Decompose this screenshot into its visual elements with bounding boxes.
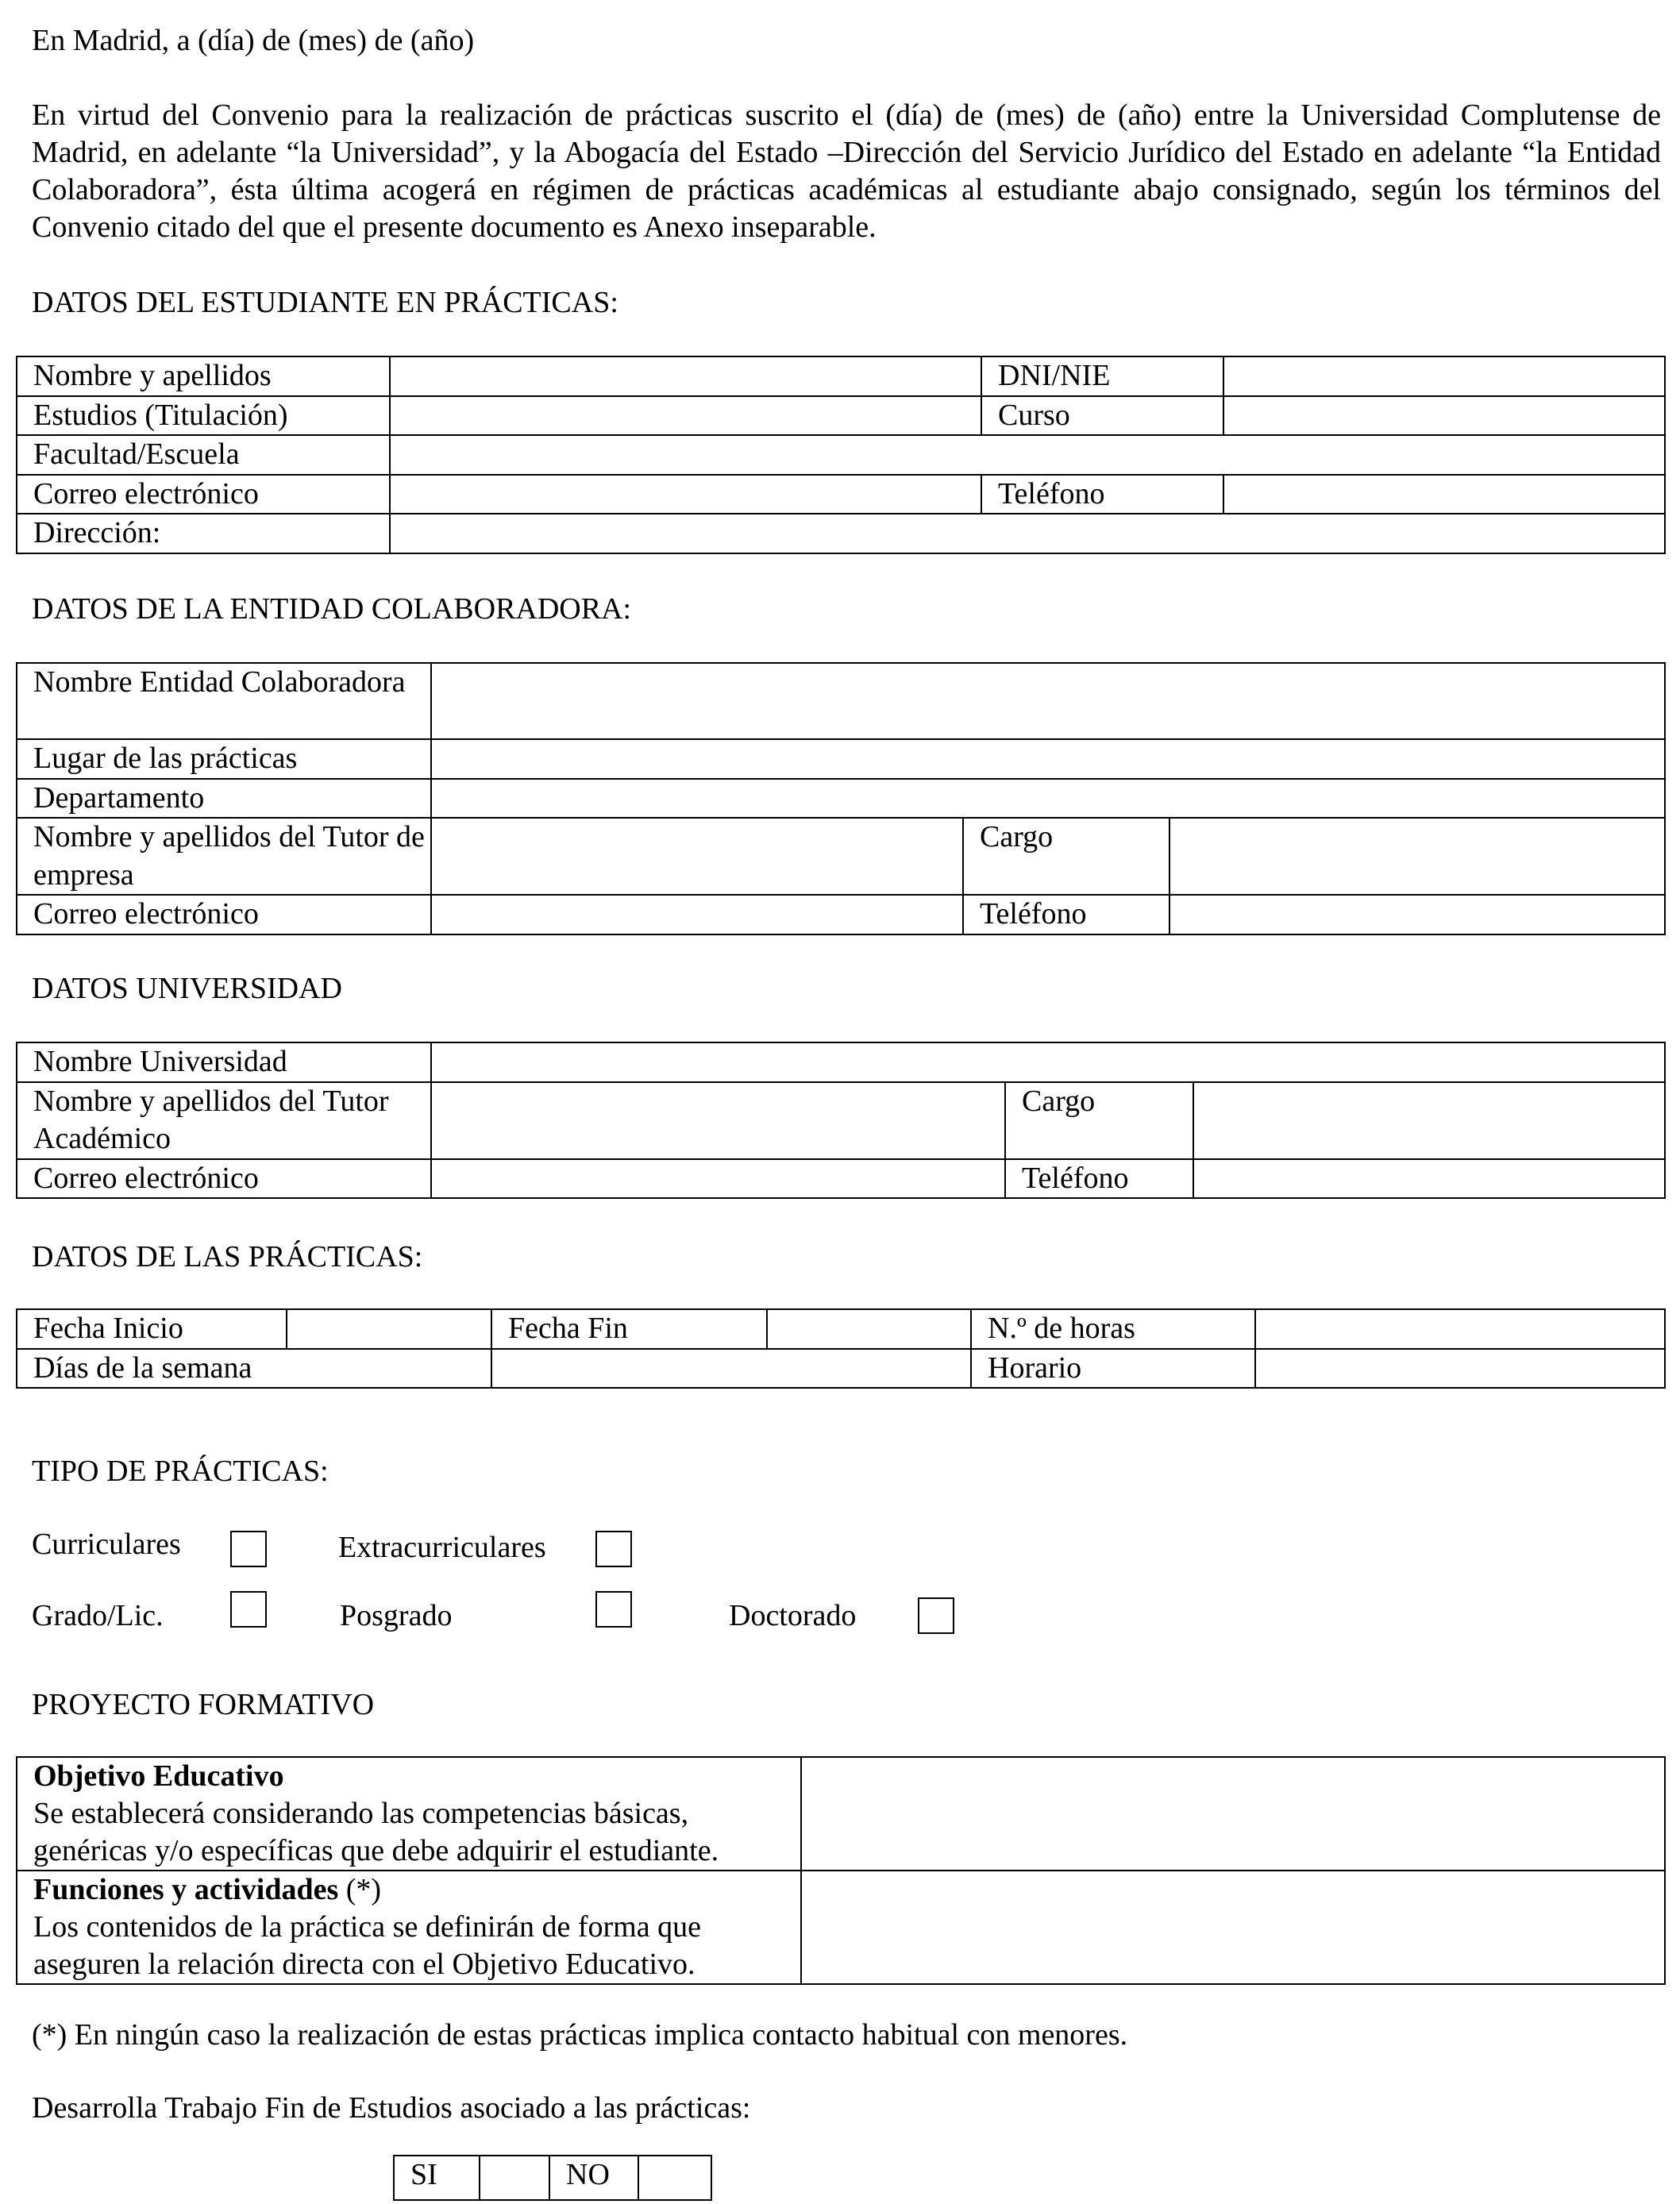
student-address-label: Dirección: bbox=[17, 514, 390, 553]
university-email-field[interactable] bbox=[431, 1159, 1005, 1199]
entity-phone-field[interactable] bbox=[1169, 895, 1665, 934]
entity-email-label: Correo electrónico bbox=[17, 895, 431, 934]
place-date: En Madrid, a (día) de (mes) de (año) bbox=[32, 24, 475, 57]
entity-phone-label: Teléfono bbox=[963, 895, 1169, 934]
entity-position-label: Cargo bbox=[963, 818, 1169, 895]
student-table bbox=[16, 356, 1666, 554]
student-dni-field[interactable] bbox=[1223, 356, 1665, 396]
objective-field[interactable] bbox=[801, 1757, 1665, 1871]
university-phone-field[interactable] bbox=[1193, 1159, 1665, 1199]
student-faculty-field[interactable] bbox=[390, 435, 1665, 475]
university-table bbox=[16, 1042, 1666, 1199]
university-phone-label: Teléfono bbox=[1005, 1159, 1193, 1199]
postgrad-checkbox[interactable] bbox=[595, 1591, 632, 1628]
student-section-title: DATOS DEL ESTUDIANTE EN PRÁCTICAS: bbox=[32, 286, 618, 319]
project-section-title: PROYECTO FORMATIVO bbox=[32, 1688, 375, 1721]
entity-name-label: Nombre Entidad Colaboradora bbox=[17, 663, 431, 739]
student-phone-field[interactable] bbox=[1223, 475, 1665, 514]
project-table bbox=[16, 1756, 1666, 1985]
entity-dept-field[interactable] bbox=[431, 779, 1665, 819]
entity-place-field[interactable] bbox=[431, 739, 1665, 779]
internship-end-label: Fecha Fin bbox=[491, 1309, 767, 1349]
internship-hours-field[interactable] bbox=[1255, 1309, 1665, 1349]
functions-description: Los contenidos de la práctica se definirán de forma que aseguren la relación directa con el Objetivo Educativo. bbox=[33, 1910, 701, 1981]
entity-position-field[interactable] bbox=[1169, 818, 1665, 895]
postgrad-label: Posgrado bbox=[340, 1599, 453, 1632]
entity-name-field[interactable] bbox=[431, 663, 1665, 739]
entity-table bbox=[16, 662, 1666, 935]
footnote: (*) En ningún caso la realización de estas prácticas implica contacto habitual con menores. bbox=[32, 2018, 1128, 2052]
tfe-no-label: NO bbox=[549, 2156, 638, 2200]
curricular-checkbox[interactable] bbox=[230, 1531, 267, 1567]
student-name-field[interactable] bbox=[390, 356, 981, 396]
degree-checkbox[interactable] bbox=[230, 1591, 267, 1628]
entity-email-field[interactable] bbox=[431, 895, 963, 934]
entity-tutor-label: Nombre y apellidos del Tutor de empresa bbox=[17, 818, 431, 895]
tfe-question: Desarrolla Trabajo Fin de Estudios asociado a las prácticas: bbox=[32, 2091, 751, 2125]
internship-section-title: DATOS DE LAS PRÁCTICAS: bbox=[32, 1240, 423, 1273]
tfe-table bbox=[393, 2155, 712, 2201]
university-name-field[interactable] bbox=[431, 1042, 1665, 1082]
student-phone-label: Teléfono bbox=[981, 475, 1223, 514]
functions-title: Funciones y actividades bbox=[33, 1873, 339, 1906]
tfe-yes-label: SI bbox=[394, 2156, 480, 2200]
internship-start-label: Fecha Inicio bbox=[17, 1309, 287, 1349]
objective-description: Se establecerá considerando las competencias básicas, genéricas y/o específicas que debe adquirir el estudiante. bbox=[33, 1797, 719, 1867]
internship-end-field[interactable] bbox=[767, 1309, 971, 1349]
objective-title: Objetivo Educativo bbox=[33, 1759, 284, 1793]
university-position-label: Cargo bbox=[1005, 1082, 1193, 1159]
student-course-field[interactable] bbox=[1223, 396, 1665, 436]
degree-label: Grado/Lic. bbox=[32, 1599, 164, 1632]
internship-table bbox=[16, 1308, 1666, 1389]
student-name-label: Nombre y apellidos bbox=[17, 356, 390, 396]
student-studies-field[interactable] bbox=[390, 396, 981, 436]
university-name-label: Nombre Universidad bbox=[17, 1042, 431, 1082]
doctorate-checkbox[interactable] bbox=[918, 1597, 954, 1634]
student-faculty-label: Facultad/Escuela bbox=[17, 435, 390, 475]
internship-schedule-label: Horario bbox=[971, 1349, 1255, 1389]
university-tutor-field[interactable] bbox=[431, 1082, 1005, 1159]
tfe-no-box[interactable] bbox=[638, 2156, 711, 2200]
entity-place-label: Lugar de las prácticas bbox=[17, 739, 431, 779]
student-email-label: Correo electrónico bbox=[17, 475, 390, 514]
internship-days-field[interactable] bbox=[491, 1349, 971, 1389]
objective-cell bbox=[17, 1757, 801, 1871]
functions-heading bbox=[33, 1871, 800, 1909]
student-address-field[interactable] bbox=[390, 514, 1665, 553]
internship-days-label: Días de la semana bbox=[17, 1349, 491, 1389]
extracurricular-label: Extracurriculares bbox=[338, 1531, 546, 1564]
university-section-title: DATOS UNIVERSIDAD bbox=[32, 972, 342, 1005]
internship-start-field[interactable] bbox=[287, 1309, 491, 1349]
functions-cell bbox=[17, 1871, 801, 1984]
functions-mark: (*) bbox=[338, 1873, 382, 1906]
student-email-field[interactable] bbox=[390, 475, 981, 514]
functions-field[interactable] bbox=[801, 1871, 1665, 1984]
student-studies-label: Estudios (Titulación) bbox=[17, 396, 390, 436]
entity-dept-label: Departamento bbox=[17, 779, 431, 819]
curricular-label: Curriculares bbox=[32, 1528, 181, 1561]
university-tutor-label: Nombre y apellidos del Tutor Académico bbox=[17, 1082, 431, 1159]
entity-tutor-field[interactable] bbox=[431, 818, 963, 895]
internship-schedule-field[interactable] bbox=[1255, 1349, 1665, 1389]
student-course-label: Curso bbox=[981, 396, 1223, 436]
tfe-yes-box[interactable] bbox=[480, 2156, 549, 2200]
extracurricular-checkbox[interactable] bbox=[595, 1531, 632, 1567]
student-dni-label: DNI/NIE bbox=[981, 356, 1223, 396]
doctorate-label: Doctorado bbox=[729, 1599, 857, 1632]
university-position-field[interactable] bbox=[1193, 1082, 1665, 1159]
intro-paragraph: En virtud del Convenio para la realización de prácticas suscrito el (día) de (mes) de (año) entre la Universidad Complutense de Madrid, en adelante “la Universidad”, y la Abogacía del Estado –Dirección del Servicio Jurídico del Estado en adelante “la Entidad Colaboradora”, ésta última acogerá en régimen de prácticas académicas al estudiante abajo consignado, según los términos del Convenio citado del que el presente documento es Anexo inseparable. bbox=[32, 98, 1661, 244]
entity-section-title: DATOS DE LA ENTIDAD COLABORADORA: bbox=[32, 592, 632, 626]
university-email-label: Correo electrónico bbox=[17, 1159, 431, 1199]
internship-hours-label: N.º de horas bbox=[971, 1309, 1255, 1349]
type-section-title: TIPO DE PRÁCTICAS: bbox=[32, 1455, 329, 1488]
